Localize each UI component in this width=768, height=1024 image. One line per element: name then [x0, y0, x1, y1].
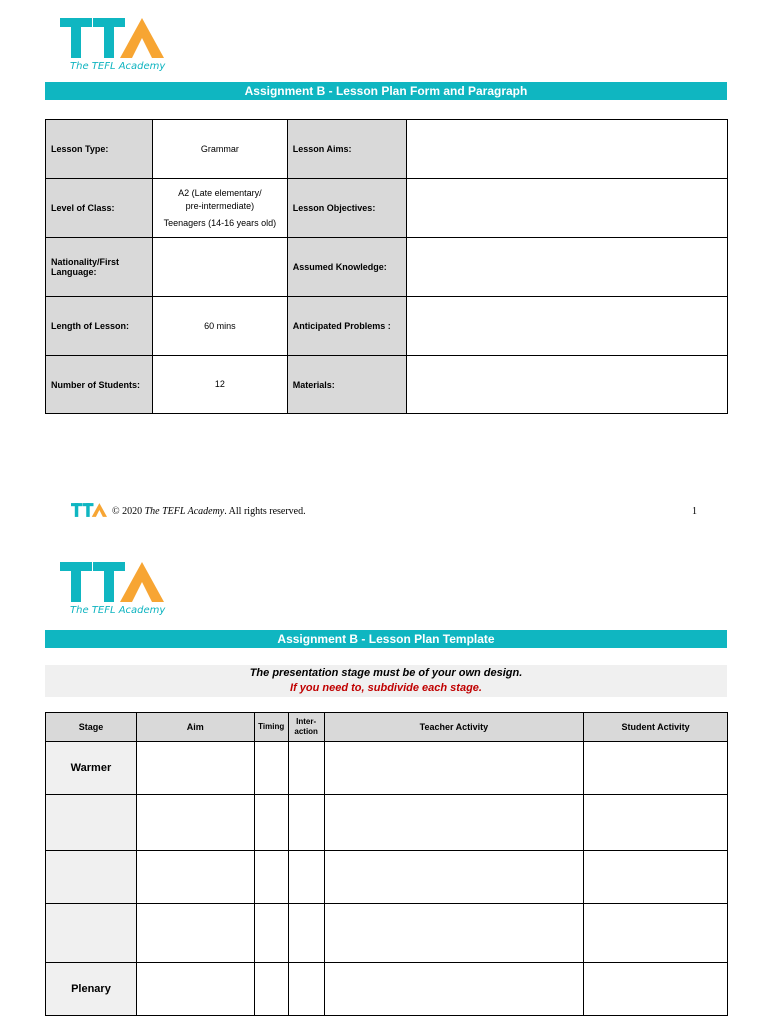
form-value-2[interactable]	[406, 356, 727, 414]
template-cell[interactable]	[288, 904, 324, 963]
template-cell[interactable]	[136, 904, 254, 963]
form-label-2: Anticipated Problems :	[287, 297, 406, 356]
form-value-2[interactable]	[406, 238, 727, 297]
template-header-cell: Aim	[136, 713, 254, 742]
form-value	[152, 238, 287, 297]
template-cell[interactable]	[324, 904, 584, 963]
page-number: 1	[692, 506, 697, 517]
template-cell[interactable]	[288, 851, 324, 904]
copyright-suffix: . All rights reserved.	[224, 506, 306, 517]
form-value-line: Teenagers (14-16 years old)	[163, 217, 277, 228]
template-cell[interactable]	[288, 795, 324, 851]
form-label-2: Lesson Objectives:	[287, 179, 406, 238]
template-cell[interactable]	[136, 963, 254, 1016]
template-cell[interactable]	[288, 963, 324, 1016]
template-cell[interactable]	[324, 742, 584, 795]
tta-logo	[60, 18, 164, 74]
form-value-line: pre-intermediate)	[185, 200, 255, 211]
notice-line-1: The presentation stage must be of your own design.	[249, 667, 523, 679]
form-value-line: 12	[214, 379, 225, 389]
template-header-cell: Student Activity	[584, 713, 728, 742]
tta-logo-mark-page2	[60, 562, 164, 602]
form-value	[152, 356, 287, 414]
template-cell[interactable]	[584, 963, 728, 1016]
stage-cell: Plenary	[46, 963, 137, 1016]
form-value	[152, 179, 287, 238]
form-value-line: 60 mins	[204, 320, 236, 331]
template-cell[interactable]	[136, 795, 254, 851]
logo-subtitle-page2: The TEFL Academy	[70, 605, 166, 616]
lesson-plan-form-table	[45, 119, 728, 414]
copyright-prefix: © 2020	[112, 506, 145, 517]
template-cell[interactable]	[254, 851, 288, 904]
template-cell[interactable]	[584, 904, 728, 963]
form-row	[46, 120, 728, 179]
template-cell[interactable]	[584, 742, 728, 795]
stage-cell	[46, 904, 137, 963]
instruction-notice	[45, 665, 727, 697]
logo-subtitle: The TEFL Academy	[70, 61, 166, 72]
tta-small-logo-icon	[71, 503, 107, 517]
form-value-2[interactable]	[406, 179, 727, 238]
template-cell[interactable]	[584, 795, 728, 851]
template-cell[interactable]	[324, 963, 584, 1016]
template-header-cell: Teacher Activity	[324, 713, 584, 742]
page1-banner: Assignment B - Lesson Plan Form and Paragraph	[45, 82, 727, 100]
form-label-2: Lesson Aims:	[287, 120, 406, 179]
template-cell[interactable]	[254, 904, 288, 963]
form-row	[46, 179, 728, 238]
form-label: Level of Class:	[46, 179, 153, 238]
notice-line-2: If you need to, subdivide each stage.	[290, 682, 482, 694]
template-row	[46, 742, 728, 795]
template-cell[interactable]	[254, 742, 288, 795]
form-label: Lesson Type:	[46, 120, 153, 179]
template-row	[46, 963, 728, 1016]
stage-cell	[46, 795, 137, 851]
template-cell[interactable]	[324, 795, 584, 851]
template-header-cell: Stage	[46, 713, 137, 742]
form-value-line: Grammar	[200, 143, 239, 154]
form-row	[46, 297, 728, 356]
template-header-cell: Timing	[254, 713, 288, 742]
lesson-plan-template-table	[45, 712, 728, 1016]
template-cell[interactable]	[136, 851, 254, 904]
form-label-2: Materials:	[287, 356, 406, 414]
template-row	[46, 795, 728, 851]
form-value-line: A2 (Late elementary/	[178, 187, 262, 198]
template-row	[46, 851, 728, 904]
stage-cell	[46, 851, 137, 904]
tta-logo-mark	[60, 18, 164, 58]
form-row	[46, 238, 728, 297]
template-header-cell: Inter- action	[288, 713, 324, 742]
page2-banner: Assignment B - Lesson Plan Template	[45, 630, 727, 648]
tta-logo-page2	[60, 562, 164, 618]
template-cell[interactable]	[254, 963, 288, 1016]
form-value-2[interactable]	[406, 297, 727, 356]
form-row	[46, 356, 728, 414]
form-label-2: Assumed Knowledge:	[287, 238, 406, 297]
template-cell[interactable]	[584, 851, 728, 904]
form-value	[152, 120, 287, 179]
form-value	[152, 297, 287, 356]
footer-copyright	[112, 506, 306, 517]
form-label: Length of Lesson:	[46, 297, 153, 356]
template-cell[interactable]	[324, 851, 584, 904]
template-row	[46, 904, 728, 963]
template-cell[interactable]	[136, 742, 254, 795]
stage-cell: Warmer	[46, 742, 137, 795]
form-label: Number of Students:	[46, 356, 153, 414]
form-label: Nationality/First Language:	[46, 238, 153, 297]
footer-logo	[71, 503, 107, 522]
form-value-2[interactable]	[406, 120, 727, 179]
copyright-brand: The TEFL Academy	[144, 506, 225, 517]
template-cell[interactable]	[254, 795, 288, 851]
template-cell[interactable]	[288, 742, 324, 795]
